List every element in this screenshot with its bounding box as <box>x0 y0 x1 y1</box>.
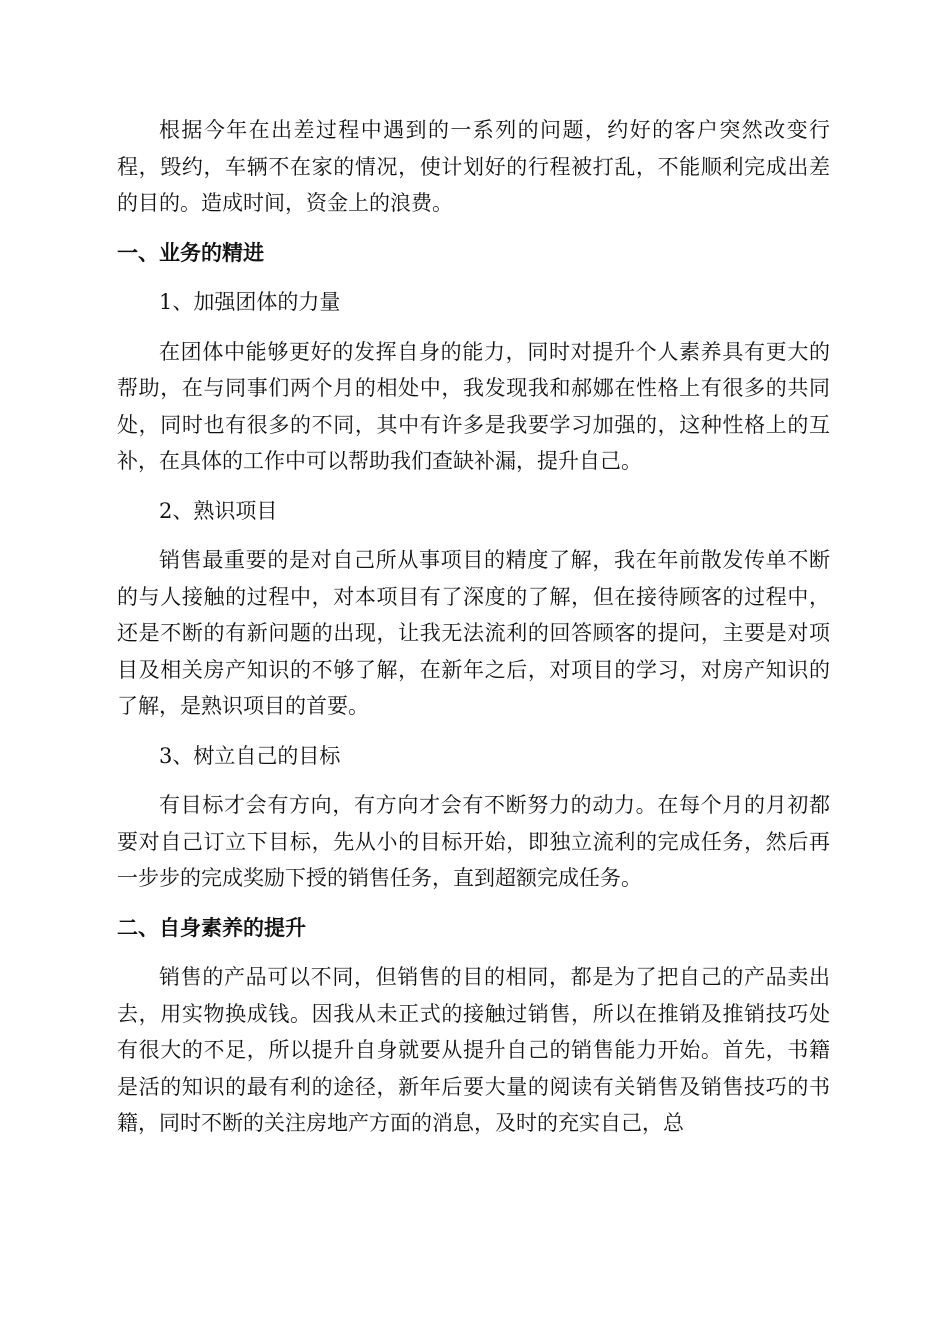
paragraph-team: 在团体中能够更好的发挥自身的能力，同时对提升个人素养具有更大的帮助，在与同事们两个月的相处中，我发现我和郝娜在性格上有很多的共同处，同时也有很多的不同，其中有许多是我要学习加强的，这种性格上的互补，在具体的工作中可以帮助我们查缺补漏，提升自己。 <box>117 339 830 473</box>
subheading-project: 2、熟识项目 <box>159 498 278 523</box>
paragraph-intro: 根据今年在出差过程中遇到的一系列的问题，约好的客户突然改变行程，毁约，车辆不在家的情况，使计划好的行程被打乱，不能顺利完成出差的目的。造成时间，资金上的浪费。 <box>117 118 830 215</box>
section-heading-business: 一、业务的精进 <box>117 240 264 265</box>
paragraph-self-improvement: 销售的产品可以不同，但销售的目的相同，都是为了把自己的产品卖出去，用实物换成钱。因我从未正式的接触过销售，所以在推销及推销技巧处有很大的不足，所以提升自身就要从提升自己的销售能力开始。首先，书籍是活的知识的最有利的途径，新年后要大量的阅读有关销售及销售技巧的书籍，同时不断的关注房地产方面的消息，及时的充实自己，总 <box>117 965 830 1135</box>
paragraph-project: 销售最重要的是对自己所从事项目的精度了解，我在年前散发传单不断的与人接触的过程中，对本项目有了深度的了解，但在接待顾客的过程中，还是不断的有新问题的出现，让我无法流利的回答顾客的提问，主要是对项目及相关房产知识的不够了解，在新年之后，对项目的学习，对房产知识的了解，是熟识项目的首要。 <box>117 548 830 718</box>
subheading-team: 1、加强团体的力量 <box>159 290 341 314</box>
section-heading-self-improvement: 二、自身素养的提升 <box>117 915 306 940</box>
paragraph-goals: 有目标才会有方向，有方向才会有不断努力的动力。在每个月的月初都要对自己订立下目标，先从小的目标开始，即独立流利的完成任务，然后再一步步的完成奖励下授的销售任务，直到超额完成任务。 <box>117 793 830 890</box>
subheading-goals: 3、树立自己的目标 <box>159 743 341 768</box>
document-page <box>117 112 830 1155</box>
